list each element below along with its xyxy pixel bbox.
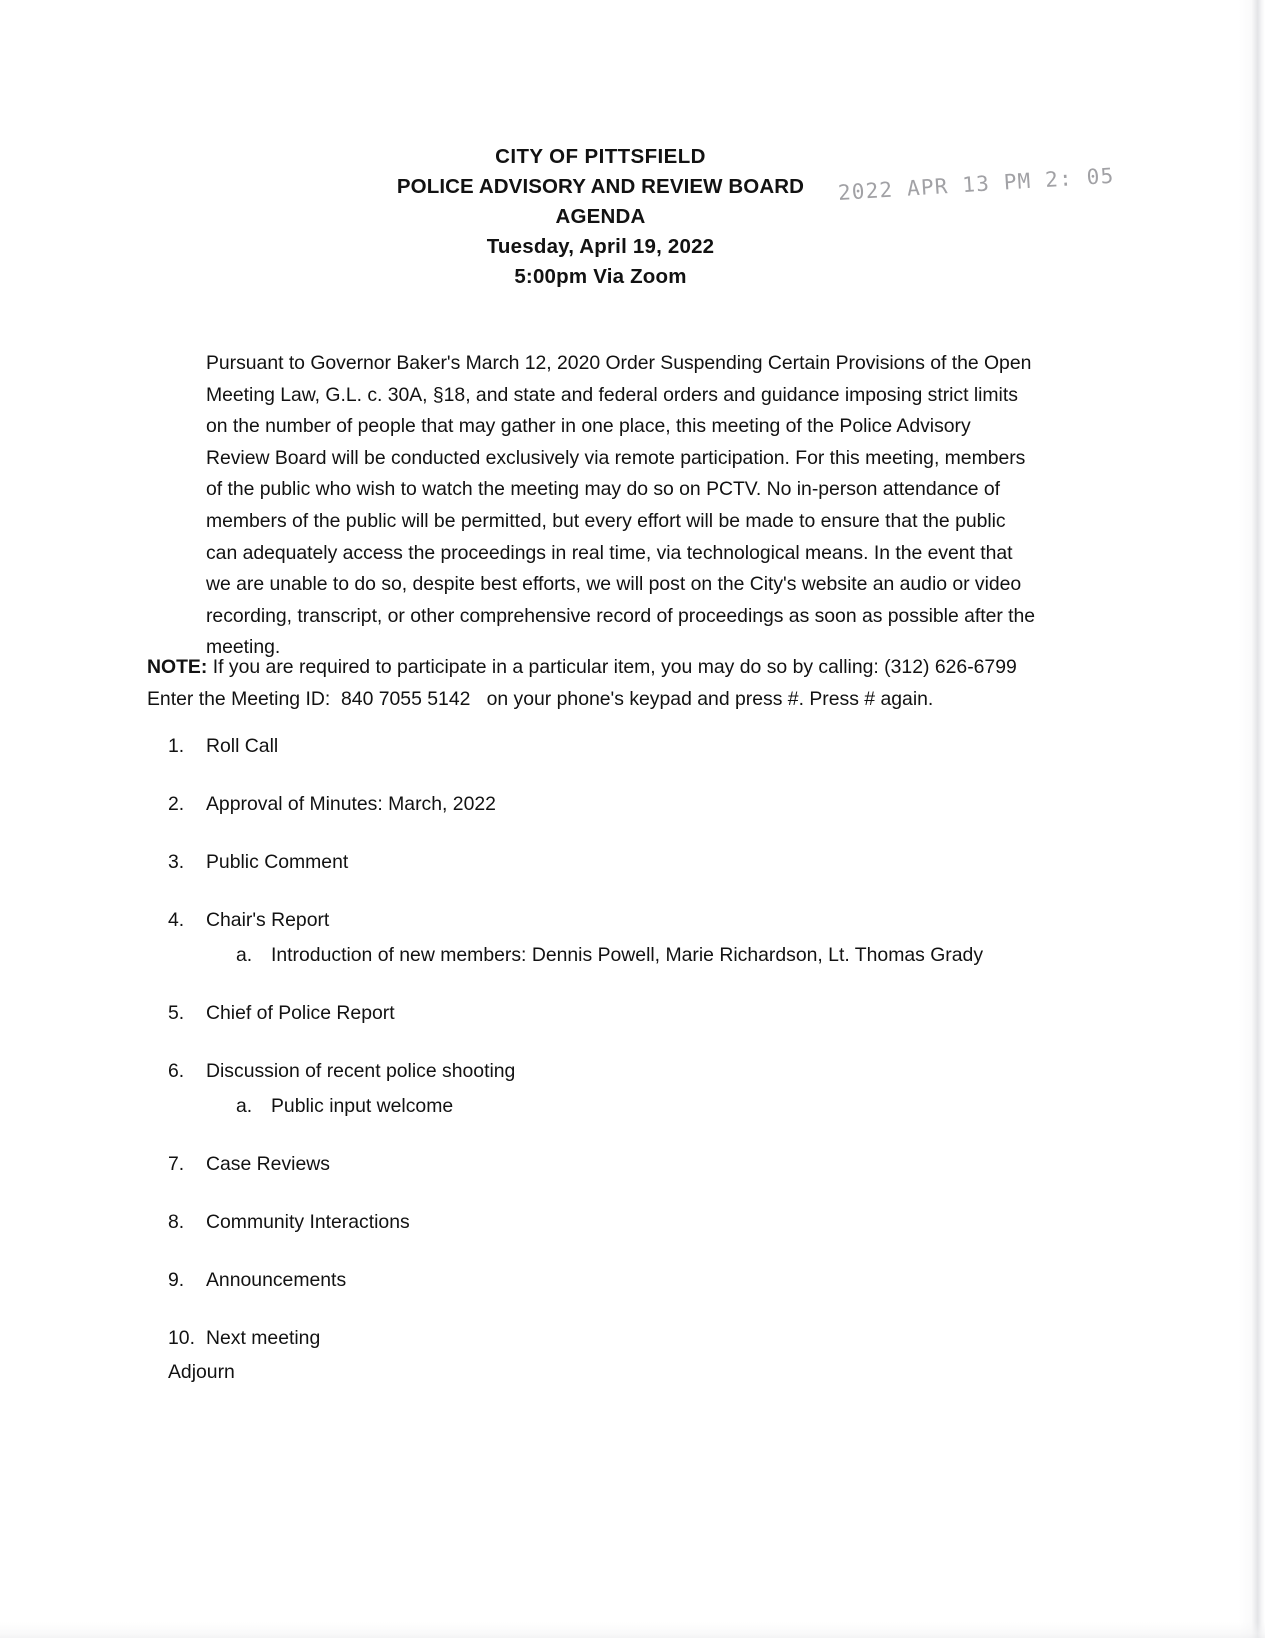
note-label: NOTE:	[147, 656, 208, 678]
agenda-item-number: 9.	[168, 1269, 185, 1291]
participation-note	[147, 652, 1107, 715]
agenda-subitem	[168, 941, 1068, 969]
adjourn-line: Adjourn	[168, 1361, 235, 1383]
agenda-item-text: Discussion of recent police shooting	[206, 1060, 516, 1082]
agenda-item	[168, 1150, 1068, 1178]
agenda-item	[168, 906, 1068, 969]
agenda-item	[168, 1208, 1068, 1236]
agenda-item-text: Approval of Minutes: March, 2022	[206, 793, 496, 815]
agenda-item	[168, 1057, 1068, 1120]
agenda-item-number: 2.	[168, 793, 185, 815]
page-edge-shadow-right	[1239, 0, 1265, 1638]
header-meeting-date: Tuesday, April 19, 2022	[486, 235, 715, 258]
open-meeting-law-paragraph: Pursuant to Governor Baker's March 12, 2020 Order Suspending Certain Provisions of the Open Meeting Law, G.L. c. 30A, §18, and state and federal orders and guidance imposing strict limits on the number of people that may gather in one place, this meeting of the Police Advisory Review Board will be conducted exclusively via remote participation. For this meeting, members of the public who wish to watch the meeting may do so on PCTV. No in-person attendance of members of the public will be permitted, but every effort will be made to ensure that the public can adequately access the proceedings in real time, via technological means. In the event that we are unable to do so, despite best efforts, we will post on the City's website an audio or video recording, transcript, or other comprehensive record of proceedings as soon as possible after the meeting.	[206, 352, 1036, 659]
agenda-item-number: 1.	[168, 735, 185, 757]
agenda-item-text: Public Comment	[206, 851, 349, 873]
agenda-item-text: Case Reviews	[206, 1153, 330, 1175]
agenda-item	[168, 848, 1068, 876]
header-city: CITY OF PITTSFIELD	[495, 145, 706, 168]
agenda-item-text: Chair's Report	[206, 909, 330, 931]
agenda-item-number: 7.	[168, 1153, 185, 1175]
agenda-item-number: 8.	[168, 1211, 185, 1233]
agenda-item-list	[168, 732, 1068, 1352]
agenda-item	[168, 1266, 1068, 1294]
agenda-subitem-text: Introduction of new members: Dennis Powell, Marie Richardson, Lt. Thomas Grady	[271, 944, 984, 966]
agenda-item-text: Next meeting	[206, 1327, 321, 1349]
agenda-subitem-letter: a.	[236, 1095, 253, 1117]
agenda-item-text: Roll Call	[206, 735, 279, 757]
agenda-item-text: Announcements	[206, 1269, 347, 1291]
agenda-item-number: 6.	[168, 1060, 185, 1082]
header-meeting-time-location: 5:00pm Via Zoom	[514, 265, 687, 288]
agenda-subitem	[168, 1092, 1068, 1120]
agenda-subitem-text: Public input welcome	[271, 1095, 454, 1117]
agenda-item-number: 4.	[168, 909, 185, 931]
note-line-1: If you are required to participate in a particular item, you may do so by calling: (312) 626-6799	[207, 656, 1017, 678]
agenda-item-number: 10.	[168, 1327, 195, 1349]
page-edge-shadow-bottom	[0, 1622, 1265, 1638]
header-document-type: AGENDA	[555, 205, 646, 228]
agenda-item	[168, 790, 1068, 818]
agenda-item-number: 5.	[168, 1002, 185, 1024]
note-line-2: Enter the Meeting ID: 840 7055 5142 on your phone's keypad and press #. Press # again.	[147, 687, 934, 710]
agenda-item	[168, 1324, 1068, 1352]
document-header	[317, 142, 884, 292]
header-board-name: POLICE ADVISORY AND REVIEW BOARD	[396, 175, 805, 198]
agenda-item-text: Community Interactions	[206, 1211, 410, 1233]
agenda-subitem-letter: a.	[236, 944, 253, 966]
agenda-item-text: Chief of Police Report	[206, 1002, 395, 1024]
agenda-item	[168, 999, 1068, 1027]
agenda-item-number: 3.	[168, 851, 185, 873]
received-date-stamp: 2022 APR 13 PM 2: 05	[837, 163, 1116, 205]
agenda-item	[168, 732, 1068, 760]
